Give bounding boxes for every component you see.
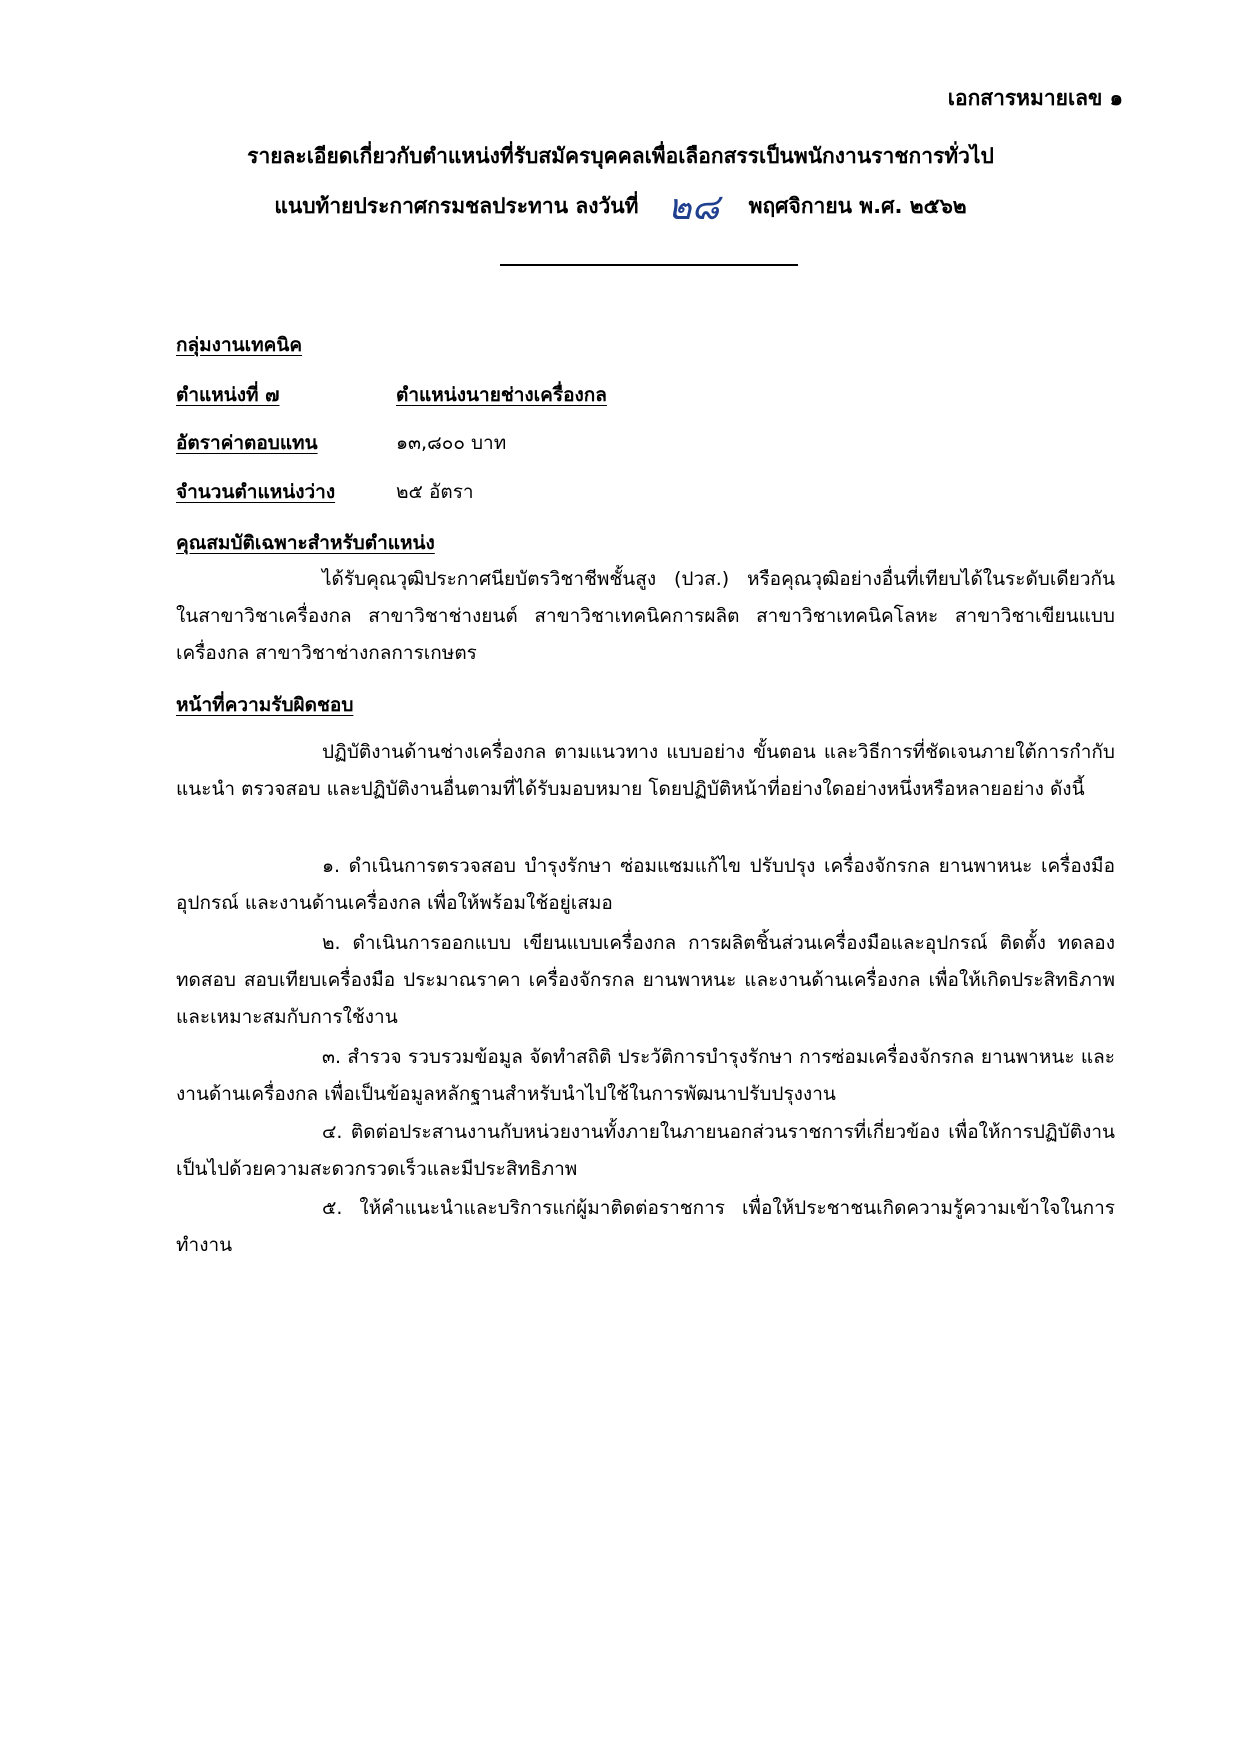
group-heading: กลุ่มงานเทคนิค [176,334,303,356]
duty-item-5 [176,1190,1115,1264]
salary-row [176,428,507,458]
duties-intro-body: ปฏิบัติงานด้านช่างเครื่องกล ตามแนวทาง แบบอย่าง ขั้นตอน และวิธีการที่ชัดเจนภายใต้การกำกับ แนะนำ ตรวจสอบ และปฏิบัติงานอื่นตามที่ได้รับมอบหมาย โดยปฏิบัติหน้าที่อย่างใดอย่างหนึ่งหรือหลายอย่าง ดังนี้ [176,741,1115,800]
duty-item-text: ๓. สำรวจ รวบรวมข้อมูล จัดทำสถิติ ประวัติการบำรุงรักษา การซ่อมเครื่องจักรกล ยานพาหนะ และงานด้านเครื่องกล เพื่อเป็นข้อมูลหลักฐานสำหรับนำไปใช้ในการพัฒนาปรับปรุงงาน [176,1046,1115,1105]
duty-item-3 [176,1039,1115,1113]
position-number-label: ตำแหน่งที่ ๗ [176,384,280,406]
duty-item-text: ๕. ให้คำแนะนำและบริการแก่ผู้มาติดต่อราชการ เพื่อให้ประชาชนเกิดความรู้ความเข้าใจในการทำงาน [176,1197,1115,1256]
vacancy-label: จำนวนตำแหน่งว่าง [176,481,336,503]
duty-item-1 [176,848,1115,922]
duty-item-text: ๒. ดำเนินการออกแบบ เขียนแบบเครื่องกล การผลิตชิ้นส่วนเครื่องมือและอุปกรณ์ ติดตั้ง ทดลอง ทดสอบ สอบเทียบเครื่องมือ ประมาณราคา เครื่องจักรกล ยานพาหนะ และงานด้านเครื่องกล เพื่อให้เกิดประสิทธิภาพและเหมาะสมกับการใช้งาน [176,932,1115,1028]
position-name: ตำแหน่งนายช่างเครื่องกล [396,384,607,406]
duties-intro [176,734,1115,808]
qualifications-heading: คุณสมบัติเฉพาะสำหรับตำแหน่ง [176,532,435,554]
vacancy-row [176,477,474,507]
duty-item-2 [176,925,1115,1036]
document-subtitle [0,187,1241,228]
position-row [176,380,607,410]
handwritten-day: ๒๘ [667,187,720,228]
qualifications-body: ได้รับคุณวุฒิประกาศนียบัตรวิชาชีพชั้นสูง (ปวส.) หรือคุณวุฒิอย่างอื่นที่เทียบได้ในระดับเดียวกัน ในสาขาวิชาเครื่องกล สาขาวิชาช่างยนต์ สาขาวิชาเทคนิคการผลิต สาขาวิชาเทคนิคโลหะ สาขาวิชาเขียนแบบเครื่องกล สาขาวิชาช่างกลการเกษตร [176,568,1115,664]
subtitle-suffix: พฤศจิกายน พ.ศ. ๒๕๖๒ [748,194,967,218]
duty-item-text: ๔. ติดต่อประสานงานกับหน่วยงานทั้งภายในภายนอกส่วนราชการที่เกี่ยวข้อง เพื่อให้การปฏิบัติงานเป็นไปด้วยความสะดวกรวดเร็วและมีประสิทธิภาพ [176,1121,1115,1180]
salary-value: ๑๓,๘๐๐ บาท [396,432,507,454]
salary-label: อัตราค่าตอบแทน [176,432,318,454]
subtitle-prefix: แนบท้ายประกาศกรมชลประทาน ลงวันที่ [274,194,639,218]
document-number: เอกสารหมายเลข ๑ [947,86,1123,110]
duties-heading: หน้าที่ความรับผิดชอบ [176,694,354,716]
title-divider [500,264,798,266]
qualifications-text [176,561,1115,672]
duty-item-text: ๑. ดำเนินการตรวจสอบ บำรุงรักษา ซ่อมแซมแก้ไข ปรับปรุง เครื่องจักรกล ยานพาหนะ เครื่องมือ อุปกรณ์ และงานด้านเครื่องกล เพื่อให้พร้อมใช้อยู่เสมอ [176,855,1115,914]
vacancy-value: ๒๕ อัตรา [396,481,474,503]
document-title: รายละเอียดเกี่ยวกับตำแหน่งที่รับสมัครบุคคลเพื่อเลือกสรรเป็นพนักงานราชการทั่วไป [247,144,994,168]
duty-item-4 [176,1114,1115,1188]
